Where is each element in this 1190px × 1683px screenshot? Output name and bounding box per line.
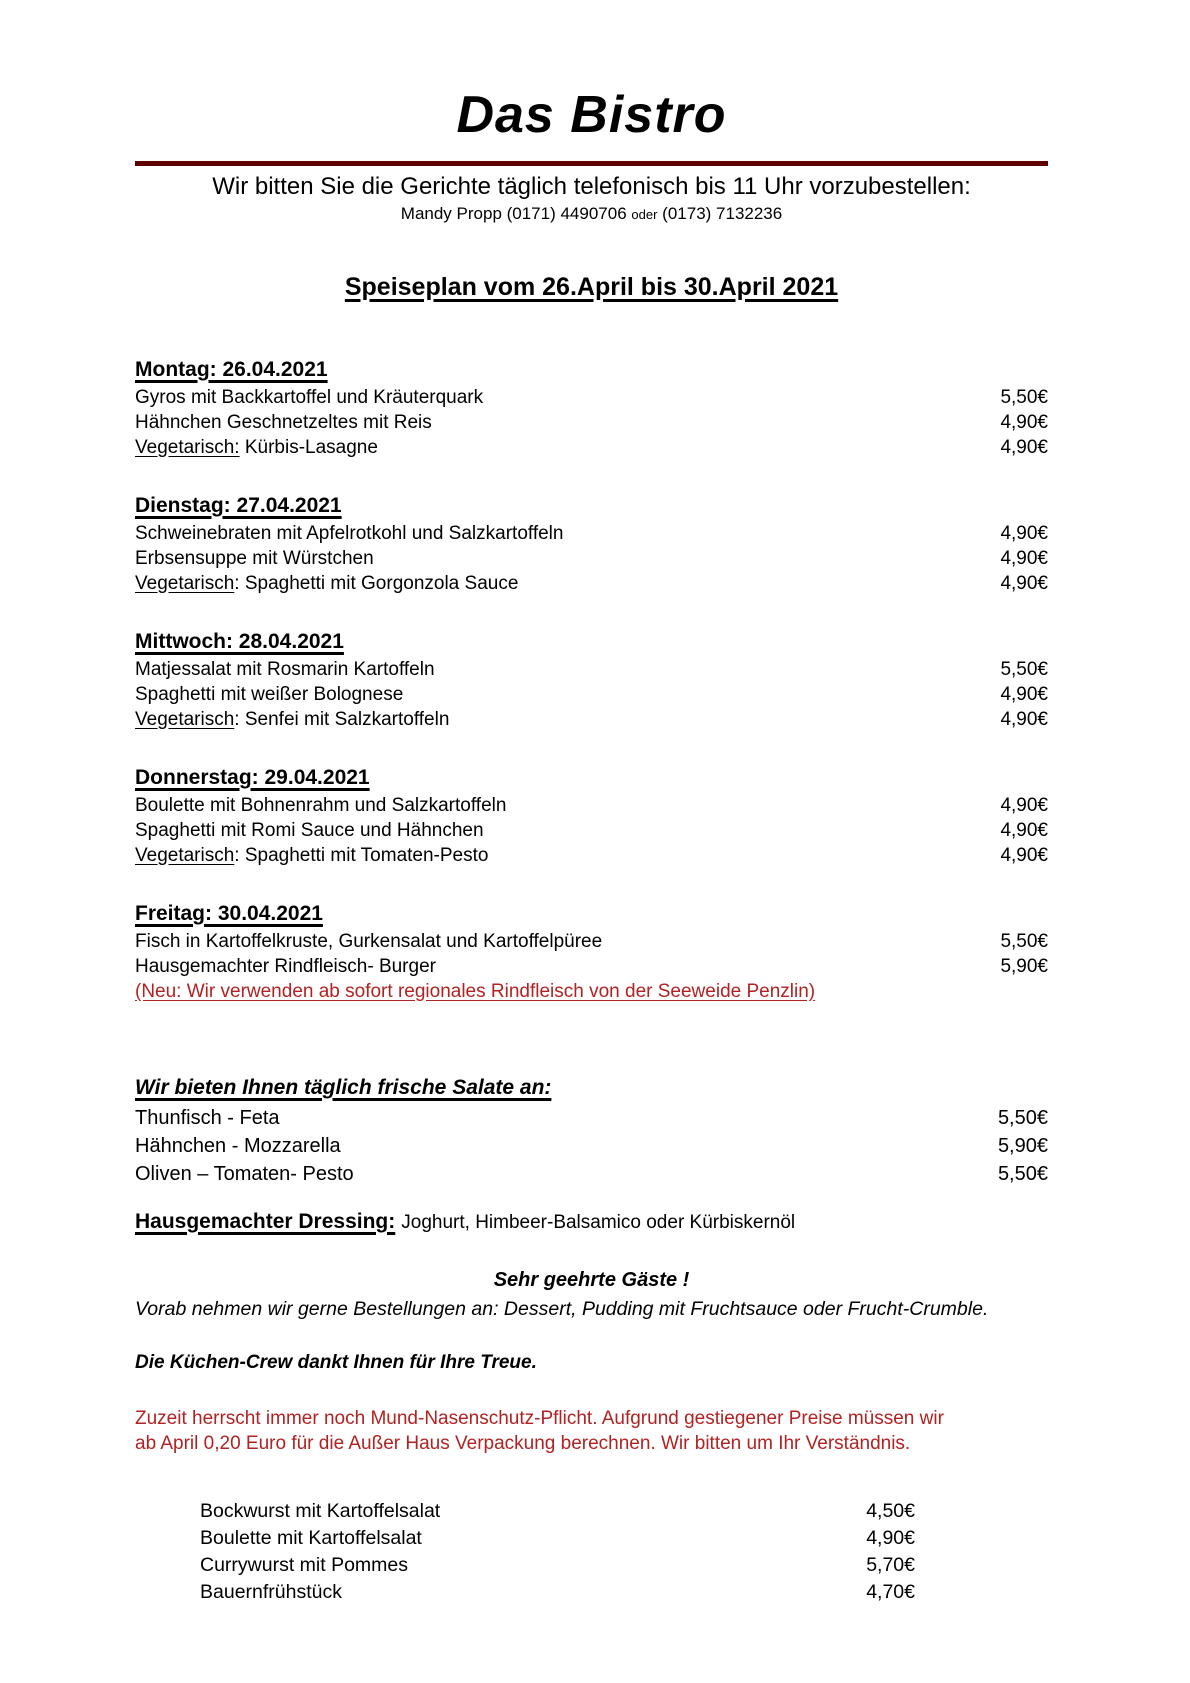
- day-header: Donnerstag: 29.04.2021: [135, 765, 370, 789]
- dressing-label: Hausgemachter Dressing:: [135, 1209, 396, 1233]
- dressing-options: Joghurt, Himbeer-Balsamico oder Kürbiskernöl: [401, 1211, 796, 1233]
- menu-item-row: [135, 410, 1048, 435]
- menu-item-row: [135, 793, 1048, 818]
- dish-price: 4,50€: [866, 1499, 915, 1522]
- day-block: [135, 493, 1048, 596]
- day-header: Freitag: 30.04.2021: [135, 901, 323, 925]
- menu-item-row: [135, 546, 1048, 571]
- dish-price: 4,90€: [866, 1526, 915, 1549]
- day-header: Mittwoch: 28.04.2021: [135, 629, 344, 653]
- dish-name: Matjessalat mit Rosmarin Kartoffeln: [135, 658, 435, 680]
- day-block: [135, 357, 1048, 460]
- dish-price: 4,90€: [1000, 572, 1048, 594]
- menu-item-row: [135, 385, 1048, 410]
- salad-item-row: [135, 1104, 1048, 1132]
- dish-name: Hähnchen Geschnetzeltes mit Reis: [135, 411, 432, 433]
- dish-price: 4,90€: [1000, 436, 1048, 458]
- dessert-preorder-note: Vorab nehmen wir gerne Bestellungen an: Dessert, Pudding mit Fruchtsauce oder Frucht-Crumble.: [135, 1297, 989, 1320]
- dish-name: Schweinebraten mit Apfelrotkohl und Salzkartoffeln: [135, 522, 564, 544]
- dish-name: Vegetarisch: Spaghetti mit Gorgonzola Sauce: [135, 572, 519, 594]
- menu-item-row: [135, 521, 1048, 546]
- dish-price: 5,50€: [997, 1162, 1048, 1185]
- dish-price: 4,90€: [1000, 522, 1048, 544]
- guests-heading: Sehr geehrte Gäste !: [493, 1268, 690, 1291]
- dish-price: 4,90€: [1000, 819, 1048, 841]
- vegetarian-label: Vegetarisch: [135, 844, 235, 866]
- extra-item-row: [200, 1579, 915, 1606]
- dish-price: 5,50€: [1000, 658, 1048, 680]
- menu-item-row: [135, 435, 1048, 460]
- dish-name: Bockwurst mit Kartoffelsalat: [200, 1499, 441, 1522]
- dish-price: 5,50€: [1000, 386, 1048, 408]
- menu-item-row: [135, 843, 1048, 868]
- menu-item-row: [135, 707, 1048, 732]
- dish-price: 5,90€: [1000, 955, 1048, 977]
- menu-item-row: [135, 979, 1048, 1004]
- dish-name: Spaghetti mit Romi Sauce und Hähnchen: [135, 819, 484, 841]
- dish-name: Oliven – Tomaten- Pesto: [135, 1162, 354, 1185]
- day-header: Montag: 26.04.2021: [135, 357, 328, 381]
- menu-item-row: [135, 929, 1048, 954]
- salads-section: [135, 1076, 1048, 1188]
- dish-name: Currywurst mit Pommes: [200, 1553, 409, 1576]
- salads-heading: Wir bieten Ihnen täglich frische Salate an:: [135, 1075, 552, 1099]
- weekly-plan-heading: Speiseplan vom 26.April bis 30.April 2021: [344, 272, 839, 301]
- day-block: [135, 629, 1048, 732]
- dish-price: 5,50€: [1000, 930, 1048, 952]
- dish-name: (Neu: Wir verwenden ab sofort regionales Rindfleisch von der Seeweide Penzlin): [135, 980, 816, 1002]
- menu-item-row: [135, 818, 1048, 843]
- extra-item-row: [200, 1552, 915, 1579]
- salad-item-row: [135, 1160, 1048, 1188]
- extra-item-row: [200, 1498, 915, 1525]
- restaurant-title: Das Bistro: [456, 86, 727, 144]
- salad-item-row: [135, 1132, 1048, 1160]
- dish-price: 5,50€: [997, 1106, 1048, 1129]
- dish-name: Vegetarisch: Senfei mit Salzkartoffeln: [135, 708, 450, 730]
- dish-name: Vegetarisch: Kürbis-Lasagne: [135, 436, 378, 458]
- menu-item-row: [135, 657, 1048, 682]
- dish-price: 4,90€: [1000, 794, 1048, 816]
- vegetarian-label: Vegetarisch: [135, 572, 235, 594]
- menu-item-row: [135, 682, 1048, 707]
- day-block: [135, 901, 1048, 1004]
- vegetarian-label: Vegetarisch: [135, 708, 235, 730]
- dish-price: 4,90€: [1000, 411, 1048, 433]
- dish-name: Hausgemachter Rindfleisch- Burger: [135, 955, 436, 977]
- day-block: [135, 765, 1048, 868]
- covid-packaging-notice: Zuzeit herrscht immer noch Mund-Nasenschutz-Pflicht. Aufgrund gestiegener Preise müssen wir ab April 0,20 Euro für die Außer Haus Verpackung berechnen. Wir bitten um Ihr Verständnis.: [135, 1407, 944, 1454]
- dish-name: Gyros mit Backkartoffel und Kräuterquark: [135, 386, 484, 408]
- dish-price: 4,90€: [1000, 547, 1048, 569]
- menu-item-row: [135, 954, 1048, 979]
- dish-price: 4,90€: [1000, 844, 1048, 866]
- extra-item-row: [200, 1525, 915, 1552]
- dressing-line: [135, 1210, 1048, 1234]
- extras-list: [200, 1498, 915, 1606]
- menu-days: [135, 357, 1048, 1004]
- contact-phone-2: (0173) 7132236: [662, 203, 783, 223]
- menu-item-row: [135, 571, 1048, 596]
- dish-name: Hähnchen - Mozzarella: [135, 1134, 341, 1157]
- dish-name: Spaghetti mit weißer Bolognese: [135, 683, 404, 705]
- salads-list: [135, 1104, 1048, 1188]
- day-header: Dienstag: 27.04.2021: [135, 493, 342, 517]
- header-divider-rule: [135, 161, 1048, 166]
- dish-price: 4,90€: [1000, 708, 1048, 730]
- dish-price: 4,90€: [1000, 683, 1048, 705]
- dish-price: 4,70€: [866, 1580, 915, 1603]
- dish-name: Fisch in Kartoffelkruste, Gurkensalat und Kartoffelpüree: [135, 930, 603, 952]
- dish-name: Vegetarisch: Spaghetti mit Tomaten-Pesto: [135, 844, 489, 866]
- dish-name: Erbsensuppe mit Würstchen: [135, 547, 374, 569]
- kitchen-crew-thanks: Die Küchen-Crew dankt Ihnen für Ihre Treue.: [135, 1351, 537, 1373]
- dish-price: 5,90€: [997, 1134, 1048, 1157]
- vegetarian-label: Vegetarisch:: [135, 436, 240, 458]
- dish-name: Boulette mit Bohnenrahm und Salzkartoffeln: [135, 794, 507, 816]
- contact-connector: oder: [631, 206, 658, 222]
- preorder-instruction: Wir bitten Sie die Gerichte täglich telefonisch bis 11 Uhr vorzubestellen:: [212, 172, 971, 200]
- dish-name: Thunfisch - Feta: [135, 1106, 280, 1129]
- dish-price: 5,70€: [866, 1553, 915, 1576]
- dish-name: Bauernfrühstück: [200, 1580, 342, 1603]
- contact-name-phone: Mandy Propp (0171) 4490706: [400, 203, 627, 223]
- contact-line: [135, 204, 1048, 224]
- dish-name: Boulette mit Kartoffelsalat: [200, 1526, 422, 1549]
